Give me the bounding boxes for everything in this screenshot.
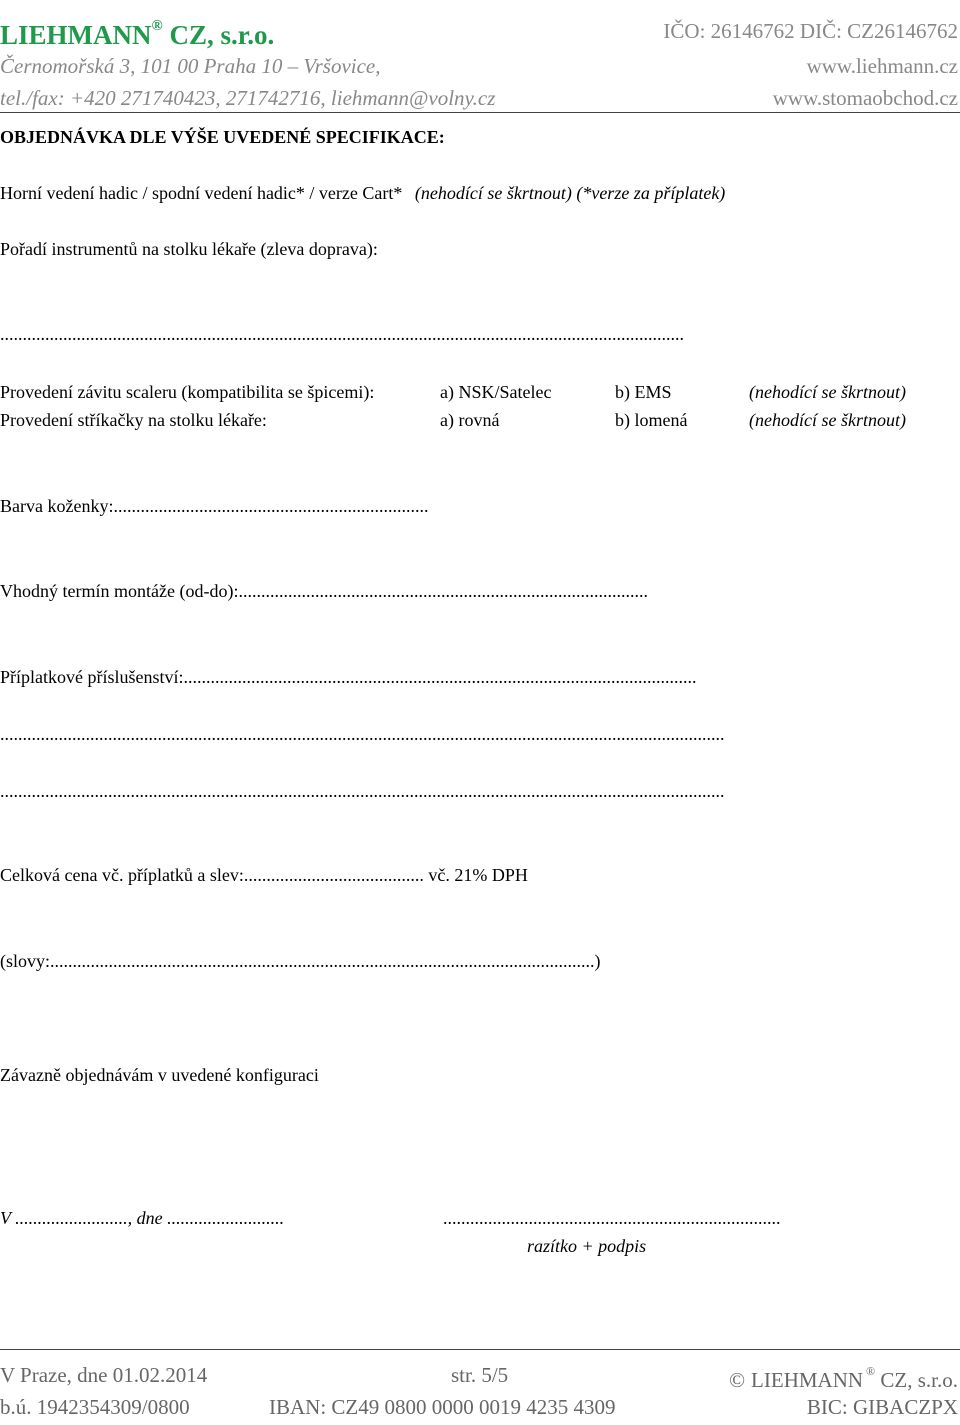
bank-account: b.ú. 1942354309/0800	[0, 1395, 190, 1419]
company-address: Černomořská 3, 101 00 Praha 10 – Vršovice,	[0, 54, 381, 78]
footer-divider	[0, 1349, 960, 1350]
website-stomaobchod[interactable]: www.stomaobchod.cz	[772, 86, 958, 110]
accessories-line-3[interactable]: .................................................................................................................................................................	[0, 781, 725, 801]
price-in-words-field[interactable]: (slovy:.........................................................................................................................)	[0, 951, 601, 971]
footer-page-number: str. 5/5	[451, 1363, 509, 1387]
footer-place-date: V Praze, dne 01.02.2014	[0, 1363, 208, 1387]
syringe-note: (nehodící se škrtnout)	[749, 410, 906, 430]
signature-line[interactable]: ...........................................................................	[443, 1208, 781, 1228]
instrument-order-dots[interactable]: ........................................................................................................................................................	[0, 324, 684, 344]
upholstery-color-field[interactable]: Barva koženky:......................................................................	[0, 496, 429, 516]
place-date-field[interactable]: V ........................., dne ..........................	[0, 1208, 285, 1228]
company-name: LIEHMANN	[0, 20, 152, 50]
instrument-order-label: Pořadí instrumentů na stolku lékaře (zleva doprava):	[0, 239, 378, 259]
total-price-field[interactable]: Celková cena vč. příplatků a slev:........................................ vč. 21% DPH	[0, 865, 528, 885]
footer-company-name: LIEHMANN	[751, 1368, 864, 1392]
company-logo-text	[0, 14, 274, 51]
hose-routing-options: Horní vedení hadic / spodní vedení hadic* / verze Cart*	[0, 183, 403, 203]
syringe-option-angled[interactable]: b) lomená	[615, 410, 688, 430]
contact-text: tel./fax: +420 271740423, 271742716, liehmann@volny.cz	[0, 86, 496, 110]
install-date-field[interactable]: Vhodný termín montáže (od-do):...........................................................................................	[0, 581, 648, 601]
hose-routing-note: (nehodící se škrtnout) (*verze za příplatek)	[414, 183, 726, 203]
scaler-option-ems[interactable]: b) EMS	[615, 382, 672, 402]
ico-dic: IČO: 26146762 DIČ: CZ26146762	[663, 19, 958, 43]
accessories-field[interactable]: Příplatkové příslušenství:..................................................................................................................	[0, 667, 697, 687]
footer-copyright	[729, 1363, 958, 1392]
order-heading: OBJEDNÁVKA DLE VÝŠE UVEDENÉ SPECIFIKACE:	[0, 127, 445, 147]
iban: IBAN: CZ49 0800 0000 0019 4235 4309	[269, 1395, 616, 1419]
copyright-icon: ©	[729, 1368, 746, 1392]
syringe-option-straight[interactable]: a) rovná	[440, 410, 500, 430]
bic: BIC: GIBACZPX	[806, 1395, 958, 1419]
scaler-note: (nehodící se škrtnout)	[749, 382, 906, 402]
header-divider	[0, 112, 960, 113]
syringe-label: Provedení stříkačky na stolku lékaře:	[0, 410, 267, 430]
stamp-signature-label: razítko + podpis	[527, 1236, 647, 1256]
scaler-option-nsk[interactable]: a) NSK/Satelec	[440, 382, 552, 402]
website-liehmann[interactable]: www.liehmann.cz	[806, 54, 958, 78]
company-suffix: CZ, s.r.o.	[169, 20, 275, 50]
accessories-line-2[interactable]: .................................................................................................................................................................	[0, 724, 725, 744]
scaler-thread-label: Provedení závitu scaleru (kompatibilita se špicemi):	[0, 382, 375, 402]
hose-routing-line	[0, 182, 725, 204]
registered-mark: ®	[151, 18, 163, 34]
binding-order-statement: Závazně objednávám v uvedené konfiguraci	[0, 1065, 319, 1085]
footer-registered-mark: ®	[866, 1364, 876, 1378]
company-contact	[0, 86, 495, 110]
footer-company-suffix: CZ, s.r.o.	[880, 1368, 958, 1392]
